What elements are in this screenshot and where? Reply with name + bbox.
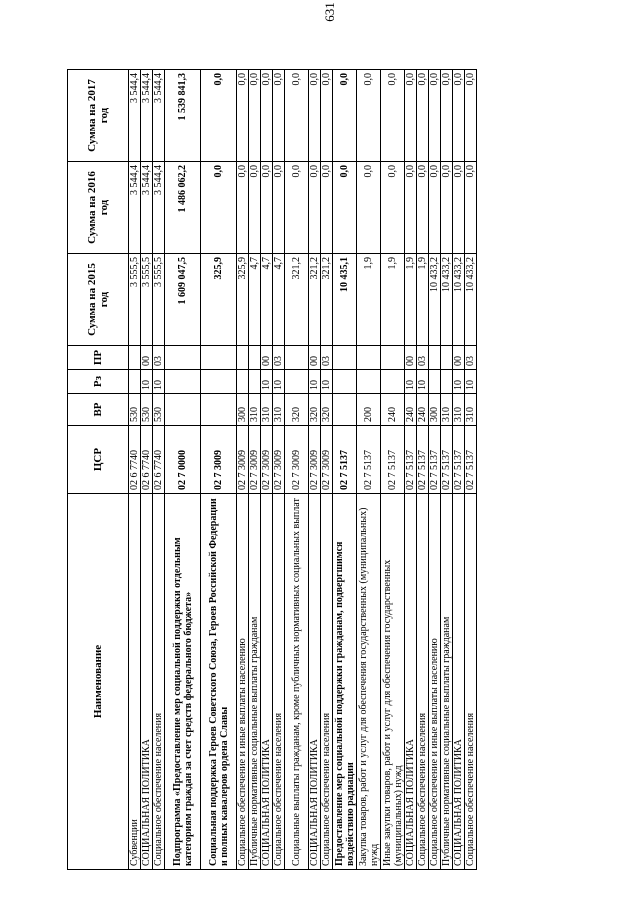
vr-cell: 240 (417, 394, 429, 426)
sum-2017-cell: 0,0 (201, 70, 237, 162)
sum-2015-cell: 10 435,1 (333, 254, 357, 346)
csr-cell: 02 6 7740 (129, 426, 141, 494)
rz-cell: 10 (309, 370, 321, 394)
pr-cell (165, 346, 201, 370)
sum-2016-cell: 0,0 (333, 162, 357, 254)
sum-2017-cell: 0,0 (285, 70, 309, 162)
sum-2015-cell: 1,9 (357, 254, 381, 346)
budget-table (67, 69, 477, 870)
rz-cell: 10 (261, 370, 273, 394)
sum-2016-cell: 0,0 (465, 162, 477, 254)
pr-cell (357, 346, 381, 370)
table-row (273, 70, 285, 870)
rz-cell: 10 (405, 370, 417, 394)
name-cell: Публичные нормативные социальные выплаты гражданам (441, 494, 453, 870)
csr-cell: 02 7 5137 (465, 426, 477, 494)
sum-2017-cell: 0,0 (249, 70, 261, 162)
pr-cell (237, 346, 249, 370)
vr-cell: 530 (141, 394, 153, 426)
rz-cell (333, 370, 357, 394)
sum-2017-cell: 3 544,4 (153, 70, 165, 162)
rz-cell: 10 (141, 370, 153, 394)
pr-cell (441, 346, 453, 370)
csr-cell: 02 7 0000 (165, 426, 201, 494)
table-row (453, 70, 465, 870)
sum-2016-cell: 0,0 (261, 162, 273, 254)
vr-cell: 240 (381, 394, 405, 426)
sum-2016-cell: 0,0 (453, 162, 465, 254)
sum-2015-cell: 10 433,2 (453, 254, 465, 346)
sum-2016-cell: 0,0 (273, 162, 285, 254)
csr-cell: 02 7 5137 (357, 426, 381, 494)
csr-cell: 02 7 5137 (441, 426, 453, 494)
name-cell: Социальное обеспечение и иные выплаты населению (429, 494, 441, 870)
table-body (129, 70, 477, 870)
sum-2017-cell: 0,0 (261, 70, 273, 162)
table-row (201, 70, 237, 870)
sum-2016-cell: 0,0 (309, 162, 321, 254)
sum-2016-cell: 3 544,4 (141, 162, 153, 254)
sum-2017-cell: 0,0 (381, 70, 405, 162)
sum-2016-cell: 0,0 (357, 162, 381, 254)
sum-2016-cell: 0,0 (237, 162, 249, 254)
rz-cell (237, 370, 249, 394)
name-cell: Подпрограмма «Предоставление мер социальной поддержки отдельным категориям граждан за счет средств федерального бюджета» (165, 494, 201, 870)
sum-2015-cell: 321,2 (309, 254, 321, 346)
table-row (285, 70, 309, 870)
sum-2015-cell: 3 555,5 (153, 254, 165, 346)
sum-2016-cell: 0,0 (405, 162, 417, 254)
vr-cell: 240 (405, 394, 417, 426)
sum-2016-cell: 0,0 (201, 162, 237, 254)
csr-cell: 02 7 5137 (453, 426, 465, 494)
table-row (381, 70, 405, 870)
table-row (153, 70, 165, 870)
sum-2017-cell: 1 539 841,3 (165, 70, 201, 162)
sum-2015-cell: 4,7 (249, 254, 261, 346)
sum-2017-cell: 3 544,4 (141, 70, 153, 162)
rotated-table-container (67, 70, 627, 870)
sum-2016-cell: 0,0 (249, 162, 261, 254)
sum-2016-cell: 0,0 (417, 162, 429, 254)
vr-cell: 310 (465, 394, 477, 426)
table-row (261, 70, 273, 870)
table-row (237, 70, 249, 870)
sum-2016-cell: 1 486 062,2 (165, 162, 201, 254)
name-cell: Социальная поддержка Героев Советского Союза, Героев Российской Федерации и полных кавалеров ордена Славы (201, 494, 237, 870)
pr-cell: 03 (153, 346, 165, 370)
vr-cell: 310 (261, 394, 273, 426)
sum-2015-cell: 4,7 (273, 254, 285, 346)
rz-cell (441, 370, 453, 394)
pr-cell (381, 346, 405, 370)
name-cell: Закупка товаров, работ и услуг для обеспечения государственных (муниципальных) нужд (357, 494, 381, 870)
vr-cell: 200 (357, 394, 381, 426)
vr-cell: 320 (321, 394, 333, 426)
sum-2017-cell: 0,0 (357, 70, 381, 162)
sum-2017-cell: 0,0 (453, 70, 465, 162)
sum-2016-cell: 3 544,4 (153, 162, 165, 254)
name-cell: Социальные выплаты гражданам, кроме публичных нормативных социальных выплат (285, 494, 309, 870)
name-cell: СОЦИАЛЬНАЯ ПОЛИТИКА (405, 494, 417, 870)
rz-cell: 10 (453, 370, 465, 394)
name-cell: СОЦИАЛЬНАЯ ПОЛИТИКА (453, 494, 465, 870)
rz-cell (429, 370, 441, 394)
header-sum-2015: Сумма на 2015 год (68, 254, 129, 346)
csr-cell: 02 7 3009 (321, 426, 333, 494)
vr-cell (333, 394, 357, 426)
name-cell: Социальное обеспечение населения (417, 494, 429, 870)
sum-2015-cell: 1,9 (381, 254, 405, 346)
sum-2015-cell: 1 609 047,5 (165, 254, 201, 346)
name-cell: Социальное обеспечение населения (321, 494, 333, 870)
sum-2017-cell: 0,0 (309, 70, 321, 162)
table-row (321, 70, 333, 870)
header-vr: ВР (68, 394, 129, 426)
pr-cell: 00 (453, 346, 465, 370)
sum-2016-cell: 0,0 (441, 162, 453, 254)
pr-cell (201, 346, 237, 370)
rz-cell: 10 (321, 370, 333, 394)
sum-2017-cell: 0,0 (273, 70, 285, 162)
vr-cell: 530 (129, 394, 141, 426)
name-cell: Публичные нормативные социальные выплаты гражданам (249, 494, 261, 870)
sum-2015-cell: 3 555,5 (129, 254, 141, 346)
sum-2015-cell: 321,2 (285, 254, 309, 346)
csr-cell: 02 7 3009 (201, 426, 237, 494)
header-pr: ПР (68, 346, 129, 370)
name-cell: Субвенции (129, 494, 141, 870)
vr-cell: 530 (153, 394, 165, 426)
table-row (129, 70, 141, 870)
table-row (465, 70, 477, 870)
name-cell: Предоставление мер социальной поддержки гражданам, подвергшимся воздействию радиации (333, 494, 357, 870)
name-cell: СОЦИАЛЬНАЯ ПОЛИТИКА (141, 494, 153, 870)
sum-2015-cell: 325,9 (237, 254, 249, 346)
rz-cell: 10 (273, 370, 285, 394)
sum-2017-cell: 0,0 (465, 70, 477, 162)
sum-2017-cell: 0,0 (405, 70, 417, 162)
csr-cell: 02 7 3009 (237, 426, 249, 494)
sum-2017-cell: 3 544,4 (129, 70, 141, 162)
csr-cell: 02 7 5137 (429, 426, 441, 494)
header-row (68, 70, 129, 870)
vr-cell (201, 394, 237, 426)
sum-2017-cell: 0,0 (429, 70, 441, 162)
pr-cell (333, 346, 357, 370)
sum-2017-cell: 0,0 (321, 70, 333, 162)
vr-cell: 320 (309, 394, 321, 426)
sum-2017-cell: 0,0 (333, 70, 357, 162)
pr-cell: 03 (417, 346, 429, 370)
name-cell: Иные закупки товаров, работ и услуг для обеспечения государственных (муниципальных) нужд (381, 494, 405, 870)
csr-cell: 02 6 7740 (141, 426, 153, 494)
pr-cell (249, 346, 261, 370)
vr-cell: 310 (453, 394, 465, 426)
sum-2016-cell: 3 544,4 (129, 162, 141, 254)
rz-cell: 10 (465, 370, 477, 394)
pr-cell: 00 (405, 346, 417, 370)
name-cell: Социальное обеспечение населения (465, 494, 477, 870)
sum-2015-cell: 1,9 (405, 254, 417, 346)
sum-2017-cell: 0,0 (441, 70, 453, 162)
sum-2015-cell: 321,2 (321, 254, 333, 346)
name-cell: Социальное обеспечение населения (153, 494, 165, 870)
pr-cell: 00 (309, 346, 321, 370)
csr-cell: 02 7 5137 (333, 426, 357, 494)
name-cell: Социальное обеспечение и иные выплаты населению (237, 494, 249, 870)
sum-2016-cell: 0,0 (285, 162, 309, 254)
table-row (249, 70, 261, 870)
csr-cell: 02 7 3009 (273, 426, 285, 494)
sum-2015-cell: 1,9 (417, 254, 429, 346)
sum-2017-cell: 0,0 (237, 70, 249, 162)
csr-cell: 02 7 5137 (381, 426, 405, 494)
header-rz: Рз (68, 370, 129, 394)
csr-cell: 02 7 3009 (249, 426, 261, 494)
name-cell: СОЦИАЛЬНАЯ ПОЛИТИКА (309, 494, 321, 870)
table-row (429, 70, 441, 870)
header-name: Наименование (68, 494, 129, 870)
csr-cell: 02 7 5137 (417, 426, 429, 494)
pr-cell: 03 (465, 346, 477, 370)
pr-cell (129, 346, 141, 370)
table-row (309, 70, 321, 870)
rz-cell (129, 370, 141, 394)
rz-cell (381, 370, 405, 394)
header-csr: ЦСР (68, 426, 129, 494)
table-row (333, 70, 357, 870)
header-sum-2017: Сумма на 2017 год (68, 70, 129, 162)
table-row (441, 70, 453, 870)
csr-cell: 02 7 5137 (405, 426, 417, 494)
sum-2016-cell: 0,0 (381, 162, 405, 254)
pr-cell: 00 (261, 346, 273, 370)
sum-2015-cell: 10 433,2 (441, 254, 453, 346)
vr-cell: 300 (237, 394, 249, 426)
vr-cell: 310 (441, 394, 453, 426)
sum-2015-cell: 3 555,5 (141, 254, 153, 346)
vr-cell: 320 (285, 394, 309, 426)
sum-2015-cell: 325,9 (201, 254, 237, 346)
rz-cell (285, 370, 309, 394)
page-number: 631 (322, 2, 337, 22)
rz-cell: 10 (153, 370, 165, 394)
vr-cell: 300 (429, 394, 441, 426)
csr-cell: 02 7 3009 (261, 426, 273, 494)
vr-cell: 310 (249, 394, 261, 426)
table-row (417, 70, 429, 870)
table-row (357, 70, 381, 870)
rz-cell (249, 370, 261, 394)
pr-cell: 00 (141, 346, 153, 370)
sum-2016-cell: 0,0 (321, 162, 333, 254)
csr-cell: 02 6 7740 (153, 426, 165, 494)
name-cell: СОЦИАЛЬНАЯ ПОЛИТИКА (261, 494, 273, 870)
pr-cell (285, 346, 309, 370)
rz-cell (357, 370, 381, 394)
rz-cell (201, 370, 237, 394)
table-row (141, 70, 153, 870)
sum-2017-cell: 0,0 (417, 70, 429, 162)
vr-cell (165, 394, 201, 426)
name-cell: Социальное обеспечение населения (273, 494, 285, 870)
pr-cell: 03 (273, 346, 285, 370)
csr-cell: 02 7 3009 (285, 426, 309, 494)
sum-2015-cell: 10 433,2 (429, 254, 441, 346)
sum-2015-cell: 10 433,2 (465, 254, 477, 346)
table-row (405, 70, 417, 870)
rz-cell: 10 (417, 370, 429, 394)
pr-cell (429, 346, 441, 370)
csr-cell: 02 7 3009 (309, 426, 321, 494)
table-row (165, 70, 201, 870)
header-sum-2016: Сумма на 2016 год (68, 162, 129, 254)
pr-cell: 03 (321, 346, 333, 370)
vr-cell: 310 (273, 394, 285, 426)
rz-cell (165, 370, 201, 394)
sum-2016-cell: 0,0 (429, 162, 441, 254)
sum-2015-cell: 4,7 (261, 254, 273, 346)
